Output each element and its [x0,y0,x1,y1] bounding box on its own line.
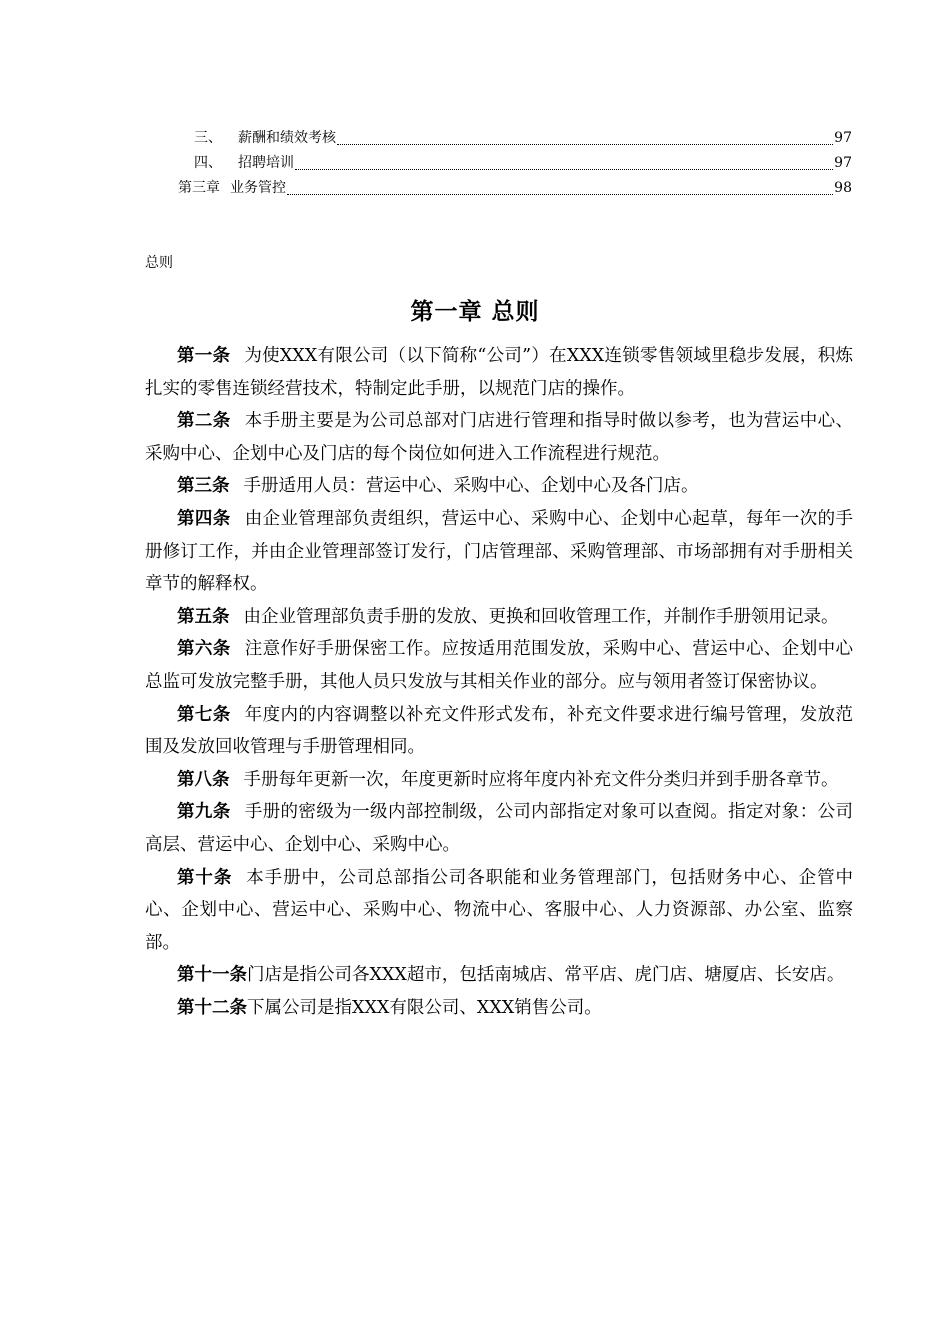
article-paragraph [145,470,853,503]
toc-chapter-title: 业务管控 [230,180,286,196]
article-text: 本手册主要是为公司总部对门店进行管理和指导时做以参考，也为营运中心、采购中心、企划中心及门店的每个岗位如何进入工作流程进行规范。 [145,411,854,464]
article-paragraph [145,601,853,634]
article-paragraph [145,862,853,960]
toc-dot-leader [337,144,833,145]
toc-entry-title: 薪酬和绩效考核 [238,130,336,146]
toc-chapter-number: 第三章 [178,180,220,196]
article-label: 第一条 [177,346,231,366]
article-text: 为使XXX有限公司（以下简称“公司”）在XXX连锁零售领域里稳步发展，积炼扎实的零售连锁经营技术，特制定此手册，以规范门店的操作。 [145,346,853,399]
document-body [145,340,853,1024]
toc-entry-number: 四、 [194,155,222,171]
chapter-title: 第一章 总则 [410,298,540,325]
article-label: 第七条 [177,704,231,725]
article-text: 手册适用人员：营运中心、采购中心、企划中心及各门店。 [243,476,699,497]
article-paragraph [145,340,853,405]
toc-entry-page: 97 [834,130,852,146]
article-label: 第五条 [177,606,230,627]
toc-dot-leader [287,194,833,195]
article-label: 第十条 [177,867,233,888]
toc-entry-title: 招聘培训 [238,155,294,171]
article-text: 年度内的内容调整以补充文件形式发布，补充文件要求进行编号管理，发放范围及发放回收管理与手册管理相同。 [145,704,854,758]
toc-entry[interactable] [178,126,852,151]
article-label: 第四条 [177,508,231,529]
article-text: 手册的密级为一级内部控制级，公司内部指定对象可以查阅。指定对象：公司高层、营运中心、企划中心、采购中心。 [145,802,854,855]
article-paragraph [145,959,853,992]
article-label: 第六条 [177,639,231,660]
article-text: 注意作好手册保密工作。应按适用范围发放，采购中心、营运中心、企划中心总监可发放完整手册，其他人员只发放与其相关作业的部分。应与领用者签订保密协议。 [145,639,854,692]
toc-entry-page: 97 [834,155,852,171]
article-paragraph [145,764,853,797]
article-label: 第二条 [177,411,231,432]
toc-entry-number: 三、 [194,130,222,146]
article-text: 门店是指公司各XXX超市，包括南城店、常平店、虎门店、塘厦店、长安店。 [247,965,845,986]
toc-chapter-page: 98 [834,180,852,196]
article-label: 第十一条 [177,965,247,986]
article-paragraph [145,992,853,1025]
article-label: 第十二条 [177,997,247,1018]
article-paragraph [145,796,853,861]
table-of-contents [178,126,852,201]
article-label: 第九条 [177,802,231,823]
article-paragraph [145,699,853,764]
section-label: 总则 [145,255,173,271]
article-paragraph [145,503,853,601]
article-text: 由企业管理部负责组织，营运中心、采购中心、企划中心起草，每年一次的手册修订工作，并由企业管理部签订发行，门店管理部、采购管理部、市场部拥有对手册相关章节的解释权。 [145,508,854,595]
article-text: 本手册中，公司总部指公司各职能和业务管理部门，包括财务中心、企管中心、企划中心、营运中心、采购中心、物流中心、客服中心、人力资源部、办公室、监察部。 [145,867,854,953]
toc-entry[interactable] [178,151,852,176]
article-text: 由企业管理部负责手册的发放、更换和回收管理工作，并制作手册领用记录。 [243,606,839,627]
article-label: 第三条 [177,476,230,497]
article-paragraph [145,633,853,698]
toc-chapter-entry[interactable] [178,176,852,201]
article-label: 第八条 [177,769,230,790]
article-text: 手册每年更新一次，年度更新时应将年度内补充文件分类归并到手册各章节。 [243,769,839,790]
toc-dot-leader [295,169,833,170]
article-text: 下属公司是指XXX有限公司、XXX销售公司。 [247,997,602,1018]
article-paragraph [145,405,853,470]
